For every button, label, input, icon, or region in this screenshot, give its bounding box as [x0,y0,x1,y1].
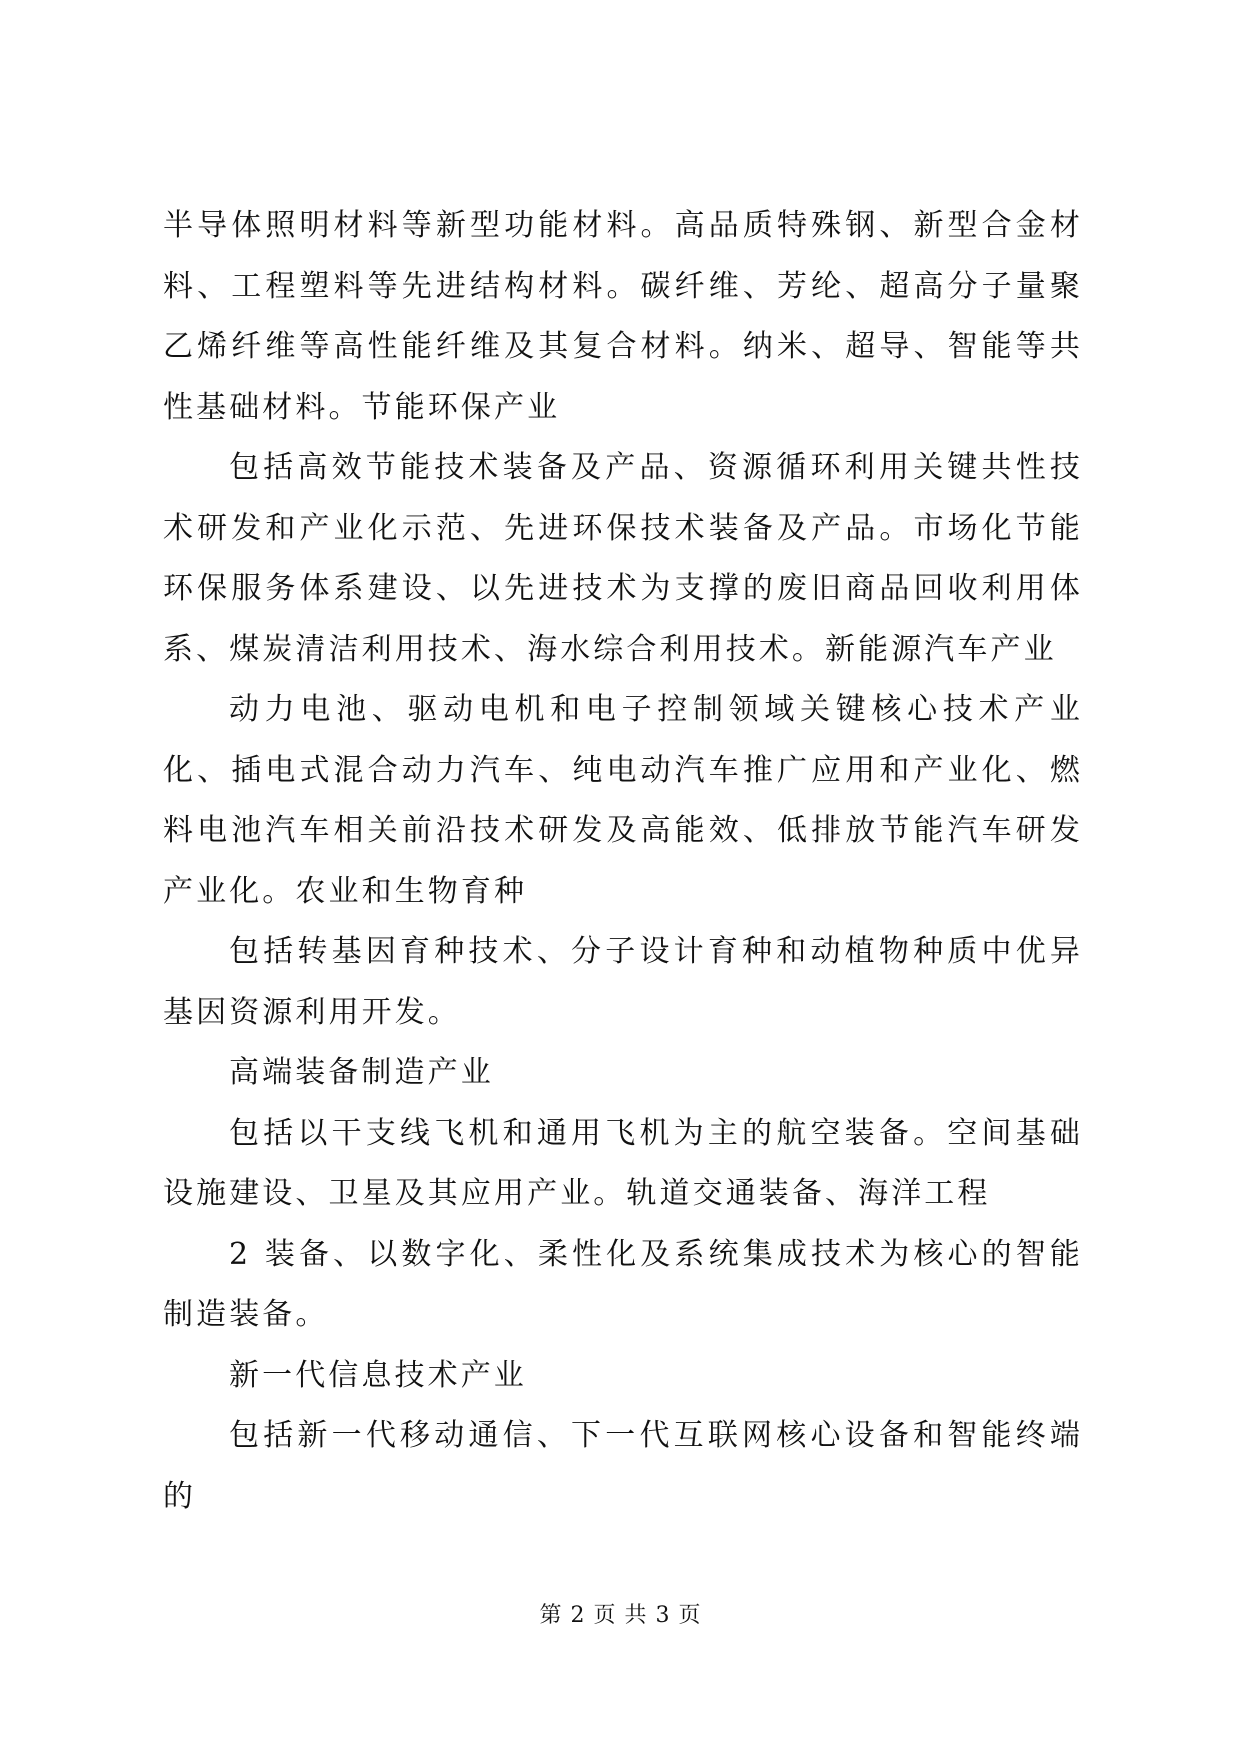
paragraph: 包括新一代移动通信、下一代互联网核心设备和智能终端的 [163,1418,1083,1514]
section-heading: 新一代信息技术产业 [229,1357,527,1393]
paragraph: 包括以干支线飞机和通用飞机为主的航空装备。空间基础设施建设、卫星及其应用产业。轨道交通装备、海洋工程 [163,1115,1083,1211]
paragraph: 半导体照明材料等新型功能材料。高品质特殊钢、新型合金材料、工程塑料等先进结构材料。碳纤维、芳纶、超高分子量聚乙烯纤维等高性能纤维及其复合材料。纳米、超导、智能等共性基础材料。节能环保产业 [163,208,1083,425]
paragraph: 包括转基因育种技术、分子设计育种和动植物种质中优异基因资源利用开发。 [163,934,1083,1030]
section-heading: 高端装备制造产业 [229,1055,494,1090]
page-number: 第 2 页 共 3 页 [539,1603,702,1628]
paragraph: 动力电池、驱动电机和电子控制领域关键核心技术产业化、插电式混合动力汽车、纯电动汽车推广应用和产业化、燃料电池汽车相关前沿技术研发及高能效、低排放节能汽车研发产业化。农业和生物育种 [163,692,1083,909]
paragraph: 包括高效节能技术装备及产品、资源循环利用关键共性技术研发和产业化示范、先进环保技术装备及产品。市场化节能环保服务体系建设、以先进技术为支撑的废旧商品回收利用体系、煤炭清洁利用技术、海水综合利用技术。新能源汽车产业 [163,450,1083,667]
document-body [163,196,1083,1527]
page-footer [0,1601,1241,1631]
paragraph: 2 装备、以数字化、柔性化及系统集成技术为核心的智能制造装备。 [163,1236,1083,1332]
